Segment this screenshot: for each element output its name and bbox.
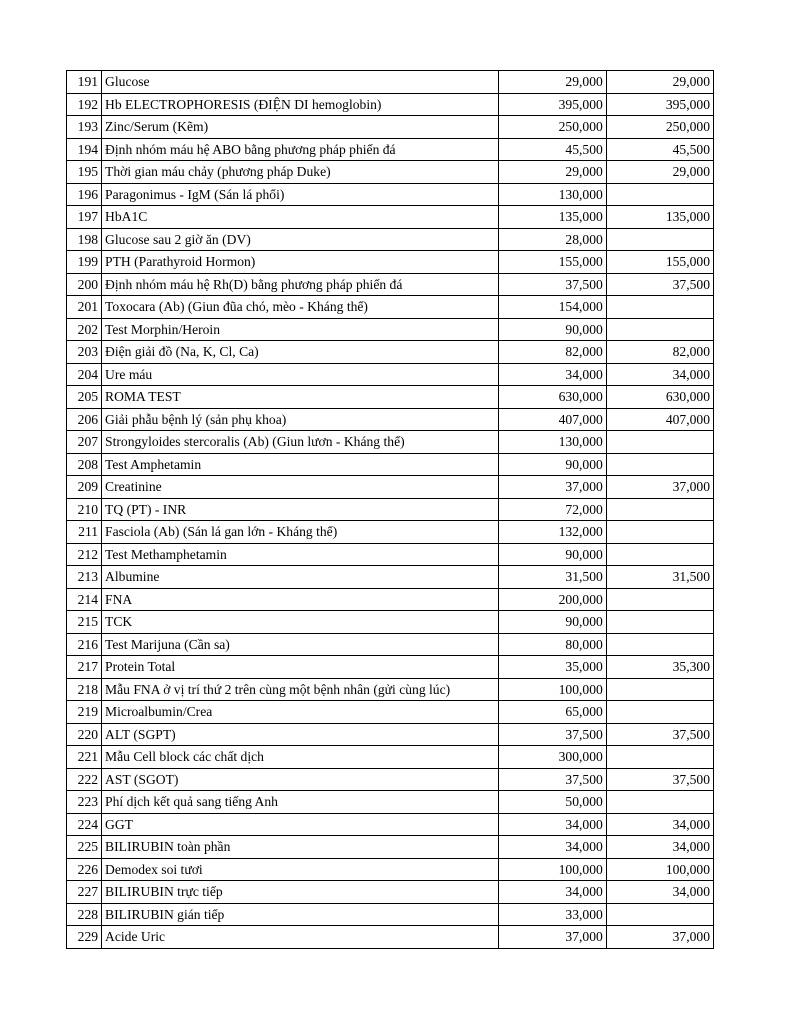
row-number-cell: 192: [67, 93, 102, 116]
table-row: [67, 836, 714, 859]
insurance-price-cell: 250,000: [606, 116, 713, 139]
price-cell: 37,500: [498, 723, 606, 746]
price-cell: 28,000: [498, 228, 606, 251]
table-row: [67, 116, 714, 139]
row-number-cell: 229: [67, 926, 102, 949]
table-row: [67, 363, 714, 386]
price-cell: 135,000: [498, 206, 606, 229]
insurance-price-cell: 155,000: [606, 251, 713, 274]
table-row: [67, 791, 714, 814]
row-number-cell: 193: [67, 116, 102, 139]
price-cell: 200,000: [498, 588, 606, 611]
price-cell: 395,000: [498, 93, 606, 116]
table-row: [67, 183, 714, 206]
table-row: [67, 206, 714, 229]
insurance-price-cell: [606, 183, 713, 206]
price-cell: 34,000: [498, 813, 606, 836]
row-number-cell: 203: [67, 341, 102, 364]
row-number-cell: 227: [67, 881, 102, 904]
insurance-price-cell: [606, 228, 713, 251]
price-cell: 34,000: [498, 881, 606, 904]
row-number-cell: 218: [67, 678, 102, 701]
table-row: [67, 93, 714, 116]
price-cell: 29,000: [498, 71, 606, 94]
table-row: [67, 858, 714, 881]
row-number-cell: 198: [67, 228, 102, 251]
test-name-cell: Toxocara (Ab) (Giun đũa chó, mèo - Kháng thể): [102, 296, 499, 319]
price-cell: 100,000: [498, 858, 606, 881]
test-name-cell: BILIRUBIN trực tiếp: [102, 881, 499, 904]
row-number-cell: 223: [67, 791, 102, 814]
table-row: [67, 633, 714, 656]
test-name-cell: Microalbumin/Crea: [102, 701, 499, 724]
table-row: [67, 476, 714, 499]
row-number-cell: 224: [67, 813, 102, 836]
price-cell: 407,000: [498, 408, 606, 431]
row-number-cell: 226: [67, 858, 102, 881]
price-cell: 100,000: [498, 678, 606, 701]
row-number-cell: 228: [67, 903, 102, 926]
table-row: [67, 296, 714, 319]
price-cell: 33,000: [498, 903, 606, 926]
price-cell: 37,500: [498, 768, 606, 791]
price-cell: 90,000: [498, 611, 606, 634]
insurance-price-cell: [606, 521, 713, 544]
table-row: [67, 678, 714, 701]
table-row: [67, 723, 714, 746]
insurance-price-cell: 135,000: [606, 206, 713, 229]
table-row: [67, 746, 714, 769]
row-number-cell: 205: [67, 386, 102, 409]
row-number-cell: 200: [67, 273, 102, 296]
insurance-price-cell: [606, 678, 713, 701]
row-number-cell: 215: [67, 611, 102, 634]
insurance-price-cell: 395,000: [606, 93, 713, 116]
table-row: [67, 408, 714, 431]
price-cell: 34,000: [498, 363, 606, 386]
insurance-price-cell: [606, 633, 713, 656]
insurance-price-cell: 29,000: [606, 71, 713, 94]
test-name-cell: Mẫu FNA ở vị trí thứ 2 trên cùng một bệnh nhân (gửi cùng lúc): [102, 678, 499, 701]
price-cell: 50,000: [498, 791, 606, 814]
row-number-cell: 222: [67, 768, 102, 791]
price-cell: 37,500: [498, 273, 606, 296]
test-name-cell: Test Methamphetamin: [102, 543, 499, 566]
row-number-cell: 195: [67, 161, 102, 184]
insurance-price-cell: 45,500: [606, 138, 713, 161]
insurance-price-cell: 29,000: [606, 161, 713, 184]
insurance-price-cell: 37,500: [606, 723, 713, 746]
price-cell: 34,000: [498, 836, 606, 859]
test-name-cell: Giải phẫu bệnh lý (sản phụ khoa): [102, 408, 499, 431]
price-cell: 130,000: [498, 431, 606, 454]
price-cell: 130,000: [498, 183, 606, 206]
price-cell: 82,000: [498, 341, 606, 364]
row-number-cell: 202: [67, 318, 102, 341]
document-page: [66, 70, 714, 949]
price-cell: 65,000: [498, 701, 606, 724]
insurance-price-cell: 82,000: [606, 341, 713, 364]
test-name-cell: Creatinine: [102, 476, 499, 499]
table-row: [67, 926, 714, 949]
table-row: [67, 903, 714, 926]
test-name-cell: Glucose: [102, 71, 499, 94]
insurance-price-cell: 100,000: [606, 858, 713, 881]
insurance-price-cell: [606, 453, 713, 476]
test-name-cell: Test Morphin/Heroin: [102, 318, 499, 341]
test-name-cell: Định nhóm máu hệ ABO bằng phương pháp phiến đá: [102, 138, 499, 161]
test-name-cell: PTH (Parathyroid Hormon): [102, 251, 499, 274]
test-name-cell: Ure máu: [102, 363, 499, 386]
price-cell: 90,000: [498, 453, 606, 476]
price-cell: 300,000: [498, 746, 606, 769]
table-row: [67, 386, 714, 409]
table-row: [67, 656, 714, 679]
table-row: [67, 543, 714, 566]
price-cell: 90,000: [498, 543, 606, 566]
test-name-cell: Paragonimus - IgM (Sán lá phổi): [102, 183, 499, 206]
test-name-cell: Protein Total: [102, 656, 499, 679]
price-cell: 132,000: [498, 521, 606, 544]
insurance-price-cell: [606, 791, 713, 814]
price-cell: 250,000: [498, 116, 606, 139]
price-table: [66, 70, 714, 949]
row-number-cell: 225: [67, 836, 102, 859]
insurance-price-cell: 34,000: [606, 881, 713, 904]
insurance-price-cell: 35,300: [606, 656, 713, 679]
table-row: [67, 588, 714, 611]
price-cell: 37,000: [498, 476, 606, 499]
test-name-cell: Fasciola (Ab) (Sán lá gan lớn - Kháng thể): [102, 521, 499, 544]
table-row: [67, 341, 714, 364]
test-name-cell: Test Marijuna (Cần sa): [102, 633, 499, 656]
row-number-cell: 206: [67, 408, 102, 431]
row-number-cell: 220: [67, 723, 102, 746]
price-cell: 45,500: [498, 138, 606, 161]
insurance-price-cell: [606, 498, 713, 521]
test-name-cell: TCK: [102, 611, 499, 634]
test-name-cell: Test Amphetamin: [102, 453, 499, 476]
row-number-cell: 210: [67, 498, 102, 521]
price-cell: 630,000: [498, 386, 606, 409]
table-row: [67, 161, 714, 184]
test-name-cell: Thời gian máu chảy (phương pháp Duke): [102, 161, 499, 184]
test-name-cell: BILIRUBIN gián tiếp: [102, 903, 499, 926]
table-row: [67, 138, 714, 161]
row-number-cell: 204: [67, 363, 102, 386]
price-cell: 155,000: [498, 251, 606, 274]
table-row: [67, 318, 714, 341]
insurance-price-cell: [606, 588, 713, 611]
row-number-cell: 191: [67, 71, 102, 94]
test-name-cell: ALT (SGPT): [102, 723, 499, 746]
insurance-price-cell: [606, 543, 713, 566]
row-number-cell: 219: [67, 701, 102, 724]
insurance-price-cell: [606, 296, 713, 319]
table-row: [67, 273, 714, 296]
row-number-cell: 196: [67, 183, 102, 206]
row-number-cell: 194: [67, 138, 102, 161]
price-cell: 80,000: [498, 633, 606, 656]
price-cell: 154,000: [498, 296, 606, 319]
price-cell: 72,000: [498, 498, 606, 521]
test-name-cell: BILIRUBIN toàn phần: [102, 836, 499, 859]
test-name-cell: FNA: [102, 588, 499, 611]
price-cell: 29,000: [498, 161, 606, 184]
table-row: [67, 566, 714, 589]
row-number-cell: 207: [67, 431, 102, 454]
insurance-price-cell: [606, 318, 713, 341]
test-name-cell: Strongyloides stercoralis (Ab) (Giun lươn - Kháng thể): [102, 431, 499, 454]
test-name-cell: Glucose sau 2 giờ ăn (DV): [102, 228, 499, 251]
row-number-cell: 211: [67, 521, 102, 544]
row-number-cell: 208: [67, 453, 102, 476]
price-cell: 31,500: [498, 566, 606, 589]
insurance-price-cell: 31,500: [606, 566, 713, 589]
table-row: [67, 453, 714, 476]
price-table-body: [67, 71, 714, 949]
price-cell: 37,000: [498, 926, 606, 949]
test-name-cell: Mẫu Cell block các chất dịch: [102, 746, 499, 769]
table-row: [67, 71, 714, 94]
table-row: [67, 228, 714, 251]
price-cell: 35,000: [498, 656, 606, 679]
insurance-price-cell: 37,500: [606, 768, 713, 791]
test-name-cell: Zinc/Serum (Kẽm): [102, 116, 499, 139]
row-number-cell: 212: [67, 543, 102, 566]
row-number-cell: 216: [67, 633, 102, 656]
insurance-price-cell: 407,000: [606, 408, 713, 431]
row-number-cell: 209: [67, 476, 102, 499]
test-name-cell: Demodex soi tươi: [102, 858, 499, 881]
test-name-cell: AST (SGOT): [102, 768, 499, 791]
table-row: [67, 521, 714, 544]
insurance-price-cell: 34,000: [606, 836, 713, 859]
table-row: [67, 498, 714, 521]
row-number-cell: 199: [67, 251, 102, 274]
insurance-price-cell: 34,000: [606, 363, 713, 386]
price-cell: 90,000: [498, 318, 606, 341]
test-name-cell: Phí dịch kết quả sang tiếng Anh: [102, 791, 499, 814]
row-number-cell: 214: [67, 588, 102, 611]
insurance-price-cell: [606, 701, 713, 724]
test-name-cell: TQ (PT) - INR: [102, 498, 499, 521]
test-name-cell: Hb ELECTROPHORESIS (ĐIỆN DI hemoglobin): [102, 93, 499, 116]
test-name-cell: Định nhóm máu hệ Rh(D) bằng phương pháp phiến đá: [102, 273, 499, 296]
row-number-cell: 217: [67, 656, 102, 679]
row-number-cell: 201: [67, 296, 102, 319]
row-number-cell: 197: [67, 206, 102, 229]
table-row: [67, 251, 714, 274]
test-name-cell: Điện giải đồ (Na, K, Cl, Ca): [102, 341, 499, 364]
test-name-cell: HbA1C: [102, 206, 499, 229]
insurance-price-cell: [606, 431, 713, 454]
insurance-price-cell: 34,000: [606, 813, 713, 836]
row-number-cell: 221: [67, 746, 102, 769]
table-row: [67, 881, 714, 904]
table-row: [67, 611, 714, 634]
test-name-cell: Albumine: [102, 566, 499, 589]
table-row: [67, 701, 714, 724]
insurance-price-cell: [606, 903, 713, 926]
insurance-price-cell: [606, 746, 713, 769]
table-row: [67, 431, 714, 454]
test-name-cell: GGT: [102, 813, 499, 836]
test-name-cell: Acide Uric: [102, 926, 499, 949]
insurance-price-cell: 37,500: [606, 273, 713, 296]
row-number-cell: 213: [67, 566, 102, 589]
table-row: [67, 768, 714, 791]
insurance-price-cell: [606, 611, 713, 634]
insurance-price-cell: 37,000: [606, 476, 713, 499]
insurance-price-cell: 37,000: [606, 926, 713, 949]
table-row: [67, 813, 714, 836]
insurance-price-cell: 630,000: [606, 386, 713, 409]
test-name-cell: ROMA TEST: [102, 386, 499, 409]
